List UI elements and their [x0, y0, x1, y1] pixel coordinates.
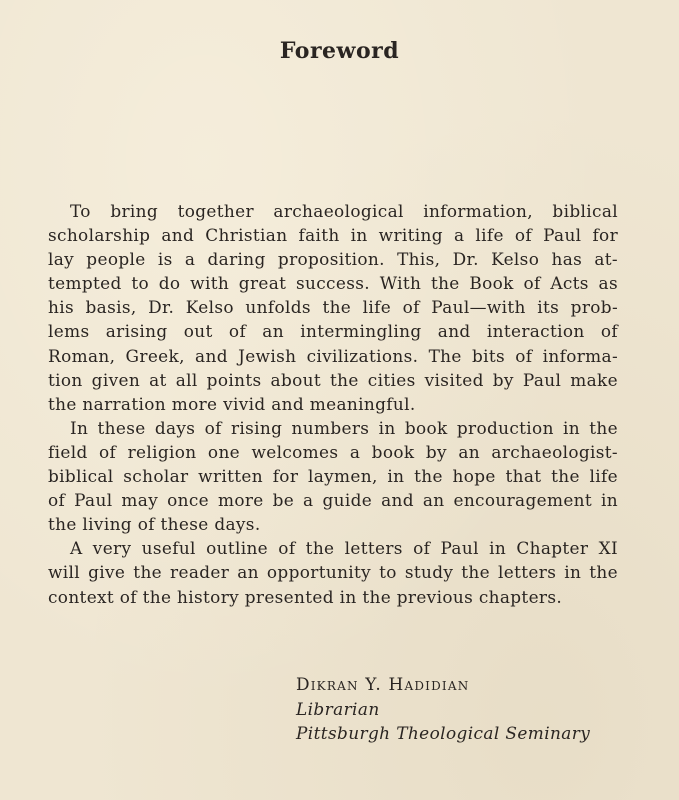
author-title: Librarian — [296, 698, 380, 719]
text-line: In these days of rising numbers in book production in the — [70, 417, 618, 438]
paragraph-3 — [48, 536, 618, 608]
text-line: his basis, Dr. Kelso unfolds the life of Paul—with its prob- — [48, 297, 618, 318]
text-line: Roman, Greek, and Jewish civilizations. The bits of informa- — [48, 345, 618, 366]
text-line: biblical scholar written for laymen, in the hope that the life — [48, 466, 618, 487]
paragraph-2 — [48, 416, 618, 536]
text-line: To bring together archaeological information, biblical — [70, 201, 618, 221]
text-line: tempted to do with great success. With the Book of Acts as — [48, 273, 618, 294]
author-name: Dikran Y. Hadidian — [296, 674, 470, 694]
text-line: lay people is a daring proposition. This, Dr. Kelso has at- — [48, 249, 618, 270]
text-line: of Paul may once more be a guide and an encouragement in — [48, 490, 618, 511]
text-line: the living of these days. — [48, 514, 261, 535]
text-line: A very useful outline of the letters of Paul in Chapter XI — [70, 538, 618, 559]
text-line: tion given at all points about the cities visited by Paul make — [48, 369, 618, 390]
text-line: will give the reader an opportunity to study the letters in the — [48, 562, 618, 583]
text-line: lems arising out of an intermingling and interaction of — [48, 321, 618, 342]
foreword-body — [48, 199, 618, 609]
text-line: context of the history presented in the previous chapters. — [48, 586, 563, 607]
paragraph-1 — [48, 199, 618, 416]
text-line: scholarship and Christian faith in writing a life of Paul for — [48, 225, 618, 246]
text-line: field of religion one welcomes a book by an archaeologist- — [48, 441, 618, 462]
author-organization: Pittsburgh Theological Seminary — [296, 723, 591, 743]
signature-block — [296, 672, 590, 746]
page-title: Foreword — [279, 38, 400, 64]
text-line: the narration more vivid and meaningful. — [48, 393, 416, 414]
